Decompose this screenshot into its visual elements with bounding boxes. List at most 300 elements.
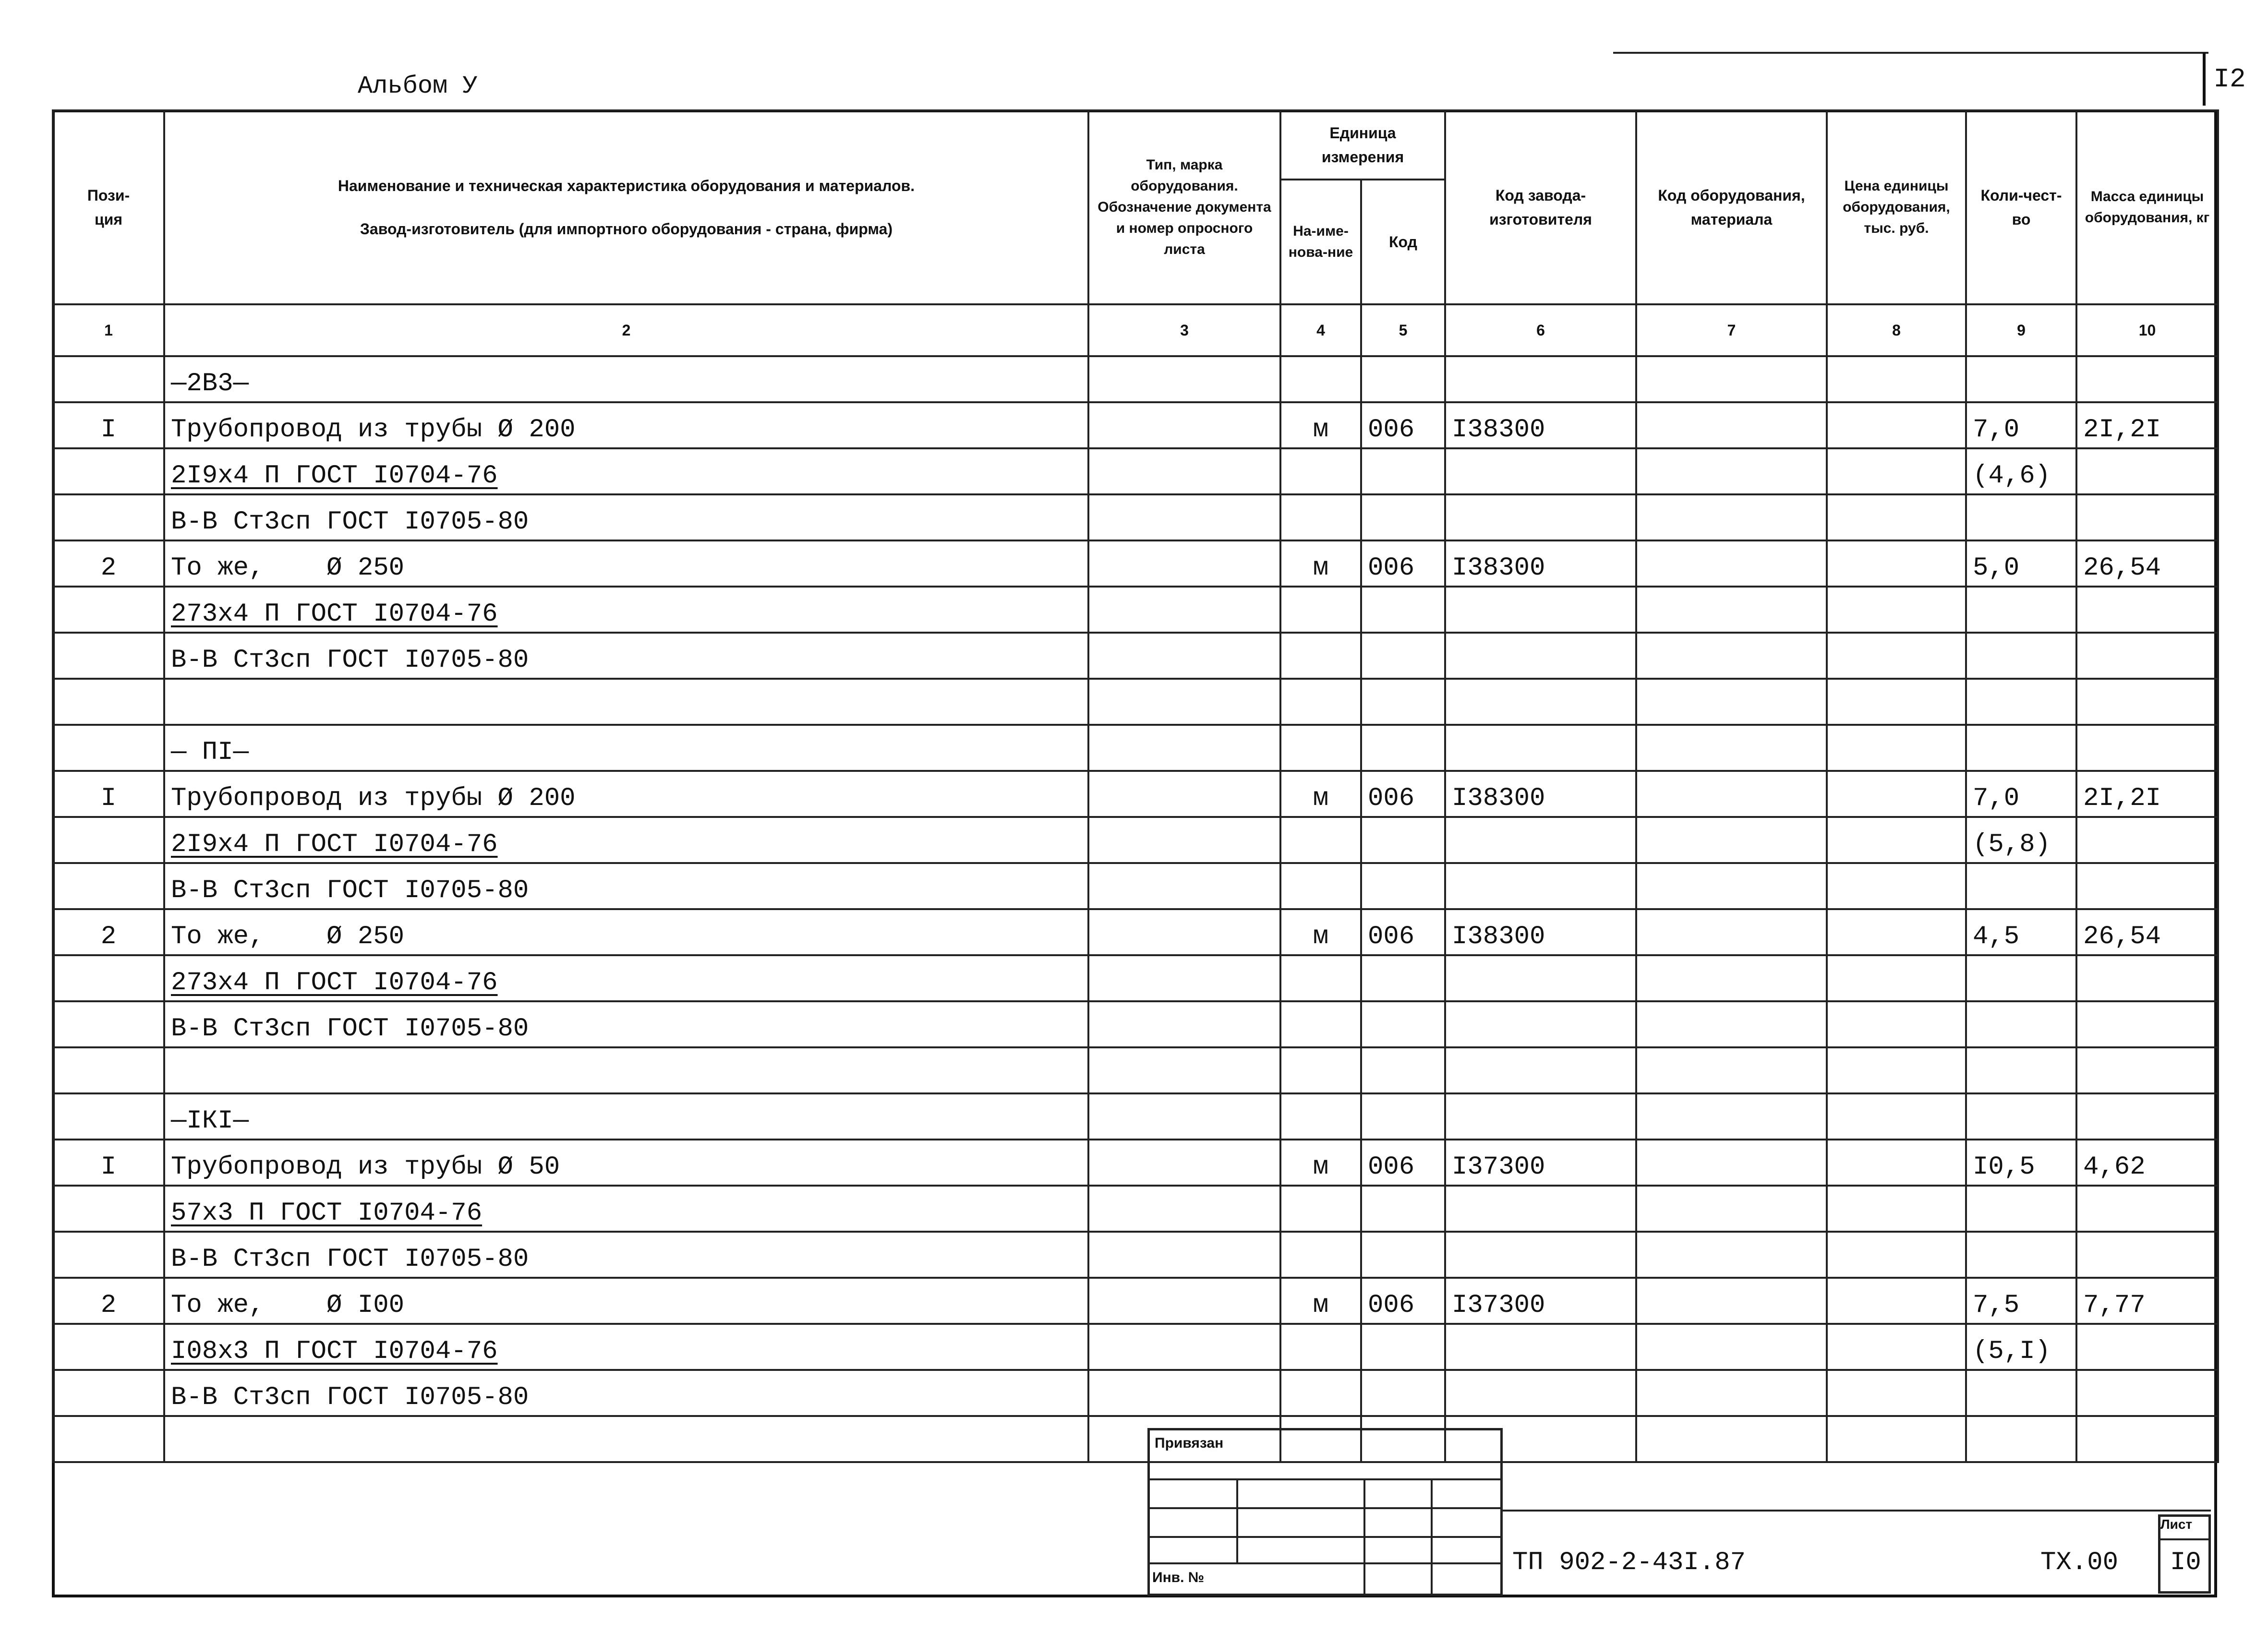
quantity-cell — [1966, 725, 2076, 771]
col-number: 2 — [164, 304, 1088, 356]
price-cell — [1827, 1001, 1966, 1047]
type-cell — [1088, 356, 1280, 402]
column-number-row — [53, 304, 2218, 356]
unit-code-cell — [1361, 494, 1445, 540]
equipment-code-cell — [1636, 1416, 1827, 1462]
table-row — [53, 1140, 2218, 1186]
quantity-cell — [1966, 863, 2076, 909]
equipment-code-cell — [1636, 955, 1827, 1001]
table-row — [53, 863, 2218, 909]
equipment-code-cell — [1636, 540, 1827, 587]
quantity-cell — [1966, 1370, 2076, 1416]
position-cell — [53, 863, 164, 909]
table-row — [53, 1370, 2218, 1416]
unit-cell — [1280, 1232, 1361, 1278]
inventory-label: Инв. № — [1152, 1570, 1205, 1585]
quantity-cell: 4,5 — [1966, 909, 2076, 955]
position-cell — [53, 1093, 164, 1140]
position-cell — [53, 725, 164, 771]
mass-cell — [2076, 356, 2218, 402]
type-cell — [1088, 725, 1280, 771]
equipment-code-cell — [1636, 817, 1827, 863]
top-sheet-number: I2 — [2203, 53, 2254, 106]
unit-code-cell: 006 — [1361, 1140, 1445, 1186]
type-cell — [1088, 587, 1280, 633]
price-cell — [1827, 955, 1966, 1001]
unit-cell: м — [1280, 1140, 1361, 1186]
price-cell — [1827, 1093, 1966, 1140]
name-cell: 273х4 П ГОСТ I0704-76 — [164, 955, 1088, 1001]
unit-code-cell — [1361, 1370, 1445, 1416]
table-row — [53, 817, 2218, 863]
plant-code-cell — [1445, 1186, 1636, 1232]
mass-cell — [2076, 725, 2218, 771]
name-cell: 2I9х4 П ГОСТ I0704-76 — [164, 448, 1088, 494]
mass-cell — [2076, 679, 2218, 725]
specification-table — [52, 109, 2219, 1463]
header-position: Пози- ция — [53, 110, 164, 304]
type-cell — [1088, 402, 1280, 448]
album-label: Альбом У — [358, 72, 478, 100]
unit-code-cell — [1361, 1093, 1445, 1140]
plant-code-cell — [1445, 725, 1636, 771]
position-cell: I — [53, 1140, 164, 1186]
equipment-code-cell — [1636, 356, 1827, 402]
name-cell: То же, Ø 250 — [164, 909, 1088, 955]
table-row — [53, 633, 2218, 679]
quantity-cell — [1966, 356, 2076, 402]
equipment-code-cell — [1636, 771, 1827, 817]
mass-cell — [2076, 587, 2218, 633]
table-row — [53, 955, 2218, 1001]
price-cell — [1827, 1370, 1966, 1416]
unit-cell — [1280, 1186, 1361, 1232]
header-price: Цена единицы оборудования, тыс. руб. — [1827, 110, 1966, 304]
unit-cell: м — [1280, 540, 1361, 587]
unit-cell — [1280, 356, 1361, 402]
col-number: 3 — [1088, 304, 1280, 356]
mass-cell — [2076, 1324, 2218, 1370]
unit-cell: м — [1280, 771, 1361, 817]
header-unit-name: На-име-нова-ние — [1280, 180, 1361, 304]
unit-code-cell — [1361, 955, 1445, 1001]
position-cell — [53, 1324, 164, 1370]
position-cell: 2 — [53, 540, 164, 587]
plant-code-cell: I38300 — [1445, 909, 1636, 955]
price-cell — [1827, 1278, 1966, 1324]
table-row — [53, 1416, 2218, 1462]
header-name: Наименование и техническая характеристика оборудования и материалов. Завод-изготовитель (для импортного оборудования - страна, фирма) — [164, 110, 1088, 304]
unit-code-cell — [1361, 633, 1445, 679]
price-cell — [1827, 1140, 1966, 1186]
mass-cell — [2076, 1370, 2218, 1416]
price-cell — [1827, 679, 1966, 725]
quantity-cell — [1966, 633, 2076, 679]
mass-cell — [2076, 955, 2218, 1001]
equipment-code-cell — [1636, 1047, 1827, 1093]
table-row — [53, 402, 2218, 448]
price-cell — [1827, 1047, 1966, 1093]
mass-cell — [2076, 494, 2218, 540]
document-number: ТП 902-2-43I.87 — [1512, 1548, 1746, 1577]
equipment-code-cell — [1636, 1370, 1827, 1416]
quantity-cell — [1966, 587, 2076, 633]
quantity-cell: (5,8) — [1966, 817, 2076, 863]
title-block-line — [1147, 1478, 1503, 1480]
price-cell — [1827, 633, 1966, 679]
sheet-label: Лист — [2160, 1517, 2193, 1532]
position-cell — [53, 1001, 164, 1047]
position-cell — [53, 448, 164, 494]
plant-code-cell — [1445, 587, 1636, 633]
col-number: 4 — [1280, 304, 1361, 356]
mass-cell: 26,54 — [2076, 909, 2218, 955]
table-row — [53, 494, 2218, 540]
mass-cell: 7,77 — [2076, 1278, 2218, 1324]
price-cell — [1827, 356, 1966, 402]
name-cell: Трубопровод из трубы Ø 200 — [164, 402, 1088, 448]
name-cell: В-В Ст3сп ГОСТ I0705-80 — [164, 1232, 1088, 1278]
unit-cell — [1280, 1370, 1361, 1416]
title-block-line — [1363, 1478, 1365, 1596]
equipment-code-cell — [1636, 1093, 1827, 1140]
name-cell: В-В Ст3сп ГОСТ I0705-80 — [164, 633, 1088, 679]
unit-cell — [1280, 679, 1361, 725]
plant-code-cell — [1445, 863, 1636, 909]
header-quantity: Коли-чест-во — [1966, 110, 2076, 304]
type-cell — [1088, 863, 1280, 909]
quantity-cell: (4,6) — [1966, 448, 2076, 494]
mass-cell — [2076, 1093, 2218, 1140]
unit-code-cell: 006 — [1361, 771, 1445, 817]
sheet-box-line — [2158, 1538, 2211, 1540]
plant-code-cell: I37300 — [1445, 1278, 1636, 1324]
equipment-code-cell — [1636, 1232, 1827, 1278]
col-number: 8 — [1827, 304, 1966, 356]
plant-code-cell: I38300 — [1445, 771, 1636, 817]
equipment-code-cell — [1636, 1140, 1827, 1186]
type-cell — [1088, 1001, 1280, 1047]
position-cell: I — [53, 402, 164, 448]
quantity-cell — [1966, 679, 2076, 725]
equipment-code-cell — [1636, 633, 1827, 679]
header-unit-code: Код — [1361, 180, 1445, 304]
unit-cell — [1280, 1001, 1361, 1047]
price-cell — [1827, 448, 1966, 494]
type-cell — [1088, 1140, 1280, 1186]
unit-cell: м — [1280, 1278, 1361, 1324]
table-row — [53, 540, 2218, 587]
unit-code-cell — [1361, 863, 1445, 909]
header-plant-code: Код завода-изготовителя — [1445, 110, 1636, 304]
type-cell — [1088, 1093, 1280, 1140]
quantity-cell: I0,5 — [1966, 1140, 2076, 1186]
top-rule — [1613, 52, 2208, 54]
price-cell — [1827, 1324, 1966, 1370]
col-number: 6 — [1445, 304, 1636, 356]
name-cell: —IКI— — [164, 1093, 1088, 1140]
unit-code-cell: 006 — [1361, 1278, 1445, 1324]
sheet-number: I0 — [2170, 1548, 2201, 1577]
plant-code-cell — [1445, 1370, 1636, 1416]
type-cell — [1088, 771, 1280, 817]
table-row — [53, 356, 2218, 402]
mass-cell: 26,54 — [2076, 540, 2218, 587]
col-number: 5 — [1361, 304, 1445, 356]
unit-code-cell — [1361, 725, 1445, 771]
position-cell — [53, 679, 164, 725]
position-cell: I — [53, 771, 164, 817]
plant-code-cell: I37300 — [1445, 1140, 1636, 1186]
equipment-code-cell — [1636, 725, 1827, 771]
unit-code-cell: 006 — [1361, 540, 1445, 587]
equipment-code-cell — [1636, 1278, 1827, 1324]
header-row — [53, 110, 2218, 180]
bound-label: Привязан — [1155, 1435, 1224, 1451]
title-block-line — [1236, 1478, 1238, 1562]
plant-code-cell — [1445, 1001, 1636, 1047]
table-row — [53, 1093, 2218, 1140]
title-block-line — [1147, 1536, 1503, 1538]
equipment-code-cell — [1636, 448, 1827, 494]
equipment-code-cell — [1636, 494, 1827, 540]
unit-code-cell — [1361, 1186, 1445, 1232]
plant-code-cell — [1445, 1324, 1636, 1370]
price-cell — [1827, 540, 1966, 587]
quantity-cell — [1966, 1416, 2076, 1462]
header-equipment-code: Код оборудования, материала — [1636, 110, 1827, 304]
plant-code-cell — [1445, 448, 1636, 494]
position-cell — [53, 587, 164, 633]
unit-cell — [1280, 1324, 1361, 1370]
position-cell — [53, 1416, 164, 1462]
position-cell — [53, 1370, 164, 1416]
price-cell — [1827, 587, 1966, 633]
unit-code-cell — [1361, 448, 1445, 494]
name-cell — [164, 1047, 1088, 1093]
name-cell: То же, Ø 250 — [164, 540, 1088, 587]
table-body — [53, 356, 2218, 1462]
table-row — [53, 725, 2218, 771]
type-cell — [1088, 633, 1280, 679]
col-number: 7 — [1636, 304, 1827, 356]
unit-cell — [1280, 1047, 1361, 1093]
mass-cell — [2076, 633, 2218, 679]
table-row — [53, 1324, 2218, 1370]
price-cell — [1827, 1232, 1966, 1278]
mass-cell — [2076, 448, 2218, 494]
unit-code-cell — [1361, 1001, 1445, 1047]
name-cell: 2I9х4 П ГОСТ I0704-76 — [164, 817, 1088, 863]
plant-code-cell — [1445, 494, 1636, 540]
type-cell — [1088, 448, 1280, 494]
unit-code-cell — [1361, 1324, 1445, 1370]
plant-code-cell — [1445, 356, 1636, 402]
price-cell — [1827, 402, 1966, 448]
mass-cell — [2076, 1047, 2218, 1093]
type-cell — [1088, 1232, 1280, 1278]
price-cell — [1827, 863, 1966, 909]
header-unit: Единица измерения — [1280, 110, 1445, 180]
position-cell — [53, 633, 164, 679]
table-row — [53, 587, 2218, 633]
unit-code-cell: 006 — [1361, 402, 1445, 448]
name-cell — [164, 1416, 1088, 1462]
unit-cell: м — [1280, 402, 1361, 448]
quantity-cell: (5,I) — [1966, 1324, 2076, 1370]
unit-code-cell — [1361, 587, 1445, 633]
type-cell — [1088, 1324, 1280, 1370]
mass-cell — [2076, 817, 2218, 863]
name-cell: В-В Ст3сп ГОСТ I0705-80 — [164, 1370, 1088, 1416]
quantity-cell — [1966, 1093, 2076, 1140]
title-block-line — [1147, 1507, 1503, 1509]
price-cell — [1827, 771, 1966, 817]
type-cell — [1088, 679, 1280, 725]
unit-cell — [1280, 955, 1361, 1001]
equipment-code-cell — [1636, 1324, 1827, 1370]
plant-code-cell — [1445, 955, 1636, 1001]
col-number: 10 — [2076, 304, 2218, 356]
position-cell — [53, 1232, 164, 1278]
position-cell — [53, 356, 164, 402]
table-row — [53, 1001, 2218, 1047]
name-cell: — ПI— — [164, 725, 1088, 771]
position-cell — [53, 494, 164, 540]
quantity-cell: 7,5 — [1966, 1278, 2076, 1324]
plant-code-cell — [1445, 633, 1636, 679]
mass-cell — [2076, 1001, 2218, 1047]
plant-code-cell — [1445, 1047, 1636, 1093]
price-cell — [1827, 909, 1966, 955]
table-row — [53, 1186, 2218, 1232]
quantity-cell: 5,0 — [1966, 540, 2076, 587]
header-type: Тип, марка оборудования. Обозначение документа и номер опросного листа — [1088, 110, 1280, 304]
type-cell — [1088, 1370, 1280, 1416]
position-cell: 2 — [53, 909, 164, 955]
mass-cell: 2I,2I — [2076, 771, 2218, 817]
equipment-code-cell — [1636, 402, 1827, 448]
name-cell: —2В3— — [164, 356, 1088, 402]
quantity-cell — [1966, 1001, 2076, 1047]
quantity-cell — [1966, 494, 2076, 540]
table-row — [53, 448, 2218, 494]
title-block-line — [1431, 1478, 1433, 1596]
equipment-code-cell — [1636, 679, 1827, 725]
unit-code-cell — [1361, 817, 1445, 863]
price-cell — [1827, 1416, 1966, 1462]
price-cell — [1827, 817, 1966, 863]
name-cell: В-В Ст3сп ГОСТ I0705-80 — [164, 1001, 1088, 1047]
document-section: ТХ.00 — [2040, 1548, 2119, 1577]
unit-code-cell — [1361, 356, 1445, 402]
table-row — [53, 1047, 2218, 1093]
price-cell — [1827, 725, 1966, 771]
plant-code-cell: I38300 — [1445, 540, 1636, 587]
mass-cell: 2I,2I — [2076, 402, 2218, 448]
quantity-cell: 7,0 — [1966, 402, 2076, 448]
price-cell — [1827, 494, 1966, 540]
header-mass: Масса единицы оборудования, кг — [2076, 110, 2218, 304]
type-cell — [1088, 494, 1280, 540]
table-row — [53, 1278, 2218, 1324]
table-row — [53, 909, 2218, 955]
unit-cell — [1280, 494, 1361, 540]
name-cell: Трубопровод из трубы Ø 200 — [164, 771, 1088, 817]
type-cell — [1088, 955, 1280, 1001]
type-cell — [1088, 540, 1280, 587]
type-cell — [1088, 1278, 1280, 1324]
name-cell: В-В Ст3сп ГОСТ I0705-80 — [164, 863, 1088, 909]
position-cell — [53, 1186, 164, 1232]
unit-cell — [1280, 633, 1361, 679]
col-number: 1 — [53, 304, 164, 356]
quantity-cell — [1966, 955, 2076, 1001]
table-row — [53, 1232, 2218, 1278]
quantity-cell: 7,0 — [1966, 771, 2076, 817]
unit-code-cell: 006 — [1361, 909, 1445, 955]
name-cell: 57х3 П ГОСТ I0704-76 — [164, 1186, 1088, 1232]
quantity-cell — [1966, 1232, 2076, 1278]
position-cell — [53, 817, 164, 863]
plant-code-cell — [1445, 817, 1636, 863]
col-number: 9 — [1966, 304, 2076, 356]
stamp-top-line — [1500, 1510, 2211, 1512]
title-block-line — [1147, 1562, 1503, 1564]
price-cell — [1827, 1186, 1966, 1232]
equipment-code-cell — [1636, 863, 1827, 909]
table-row — [53, 679, 2218, 725]
mass-cell — [2076, 1186, 2218, 1232]
equipment-code-cell — [1636, 1186, 1827, 1232]
type-cell — [1088, 909, 1280, 955]
quantity-cell — [1966, 1186, 2076, 1232]
plant-code-cell — [1445, 1093, 1636, 1140]
name-cell: Трубопровод из трубы Ø 50 — [164, 1140, 1088, 1186]
plant-code-cell — [1445, 1232, 1636, 1278]
quantity-cell — [1966, 1047, 2076, 1093]
position-cell — [53, 955, 164, 1001]
unit-code-cell — [1361, 679, 1445, 725]
equipment-code-cell — [1636, 587, 1827, 633]
unit-cell — [1280, 725, 1361, 771]
plant-code-cell: I38300 — [1445, 402, 1636, 448]
name-cell — [164, 679, 1088, 725]
name-cell: То же, Ø I00 — [164, 1278, 1088, 1324]
mass-cell — [2076, 1232, 2218, 1278]
unit-cell — [1280, 863, 1361, 909]
name-cell: 273х4 П ГОСТ I0704-76 — [164, 587, 1088, 633]
type-cell — [1088, 817, 1280, 863]
unit-code-cell — [1361, 1047, 1445, 1093]
type-cell — [1088, 1047, 1280, 1093]
name-cell: I08х3 П ГОСТ I0704-76 — [164, 1324, 1088, 1370]
table-row — [53, 771, 2218, 817]
unit-cell: м — [1280, 909, 1361, 955]
type-cell — [1088, 1186, 1280, 1232]
unit-cell — [1280, 1093, 1361, 1140]
unit-code-cell — [1361, 1232, 1445, 1278]
unit-cell — [1280, 587, 1361, 633]
unit-cell — [1280, 817, 1361, 863]
equipment-code-cell — [1636, 1001, 1827, 1047]
mass-cell: 4,62 — [2076, 1140, 2218, 1186]
mass-cell — [2076, 1416, 2218, 1462]
unit-cell — [1280, 448, 1361, 494]
equipment-code-cell — [1636, 909, 1827, 955]
position-cell — [53, 1047, 164, 1093]
mass-cell — [2076, 863, 2218, 909]
